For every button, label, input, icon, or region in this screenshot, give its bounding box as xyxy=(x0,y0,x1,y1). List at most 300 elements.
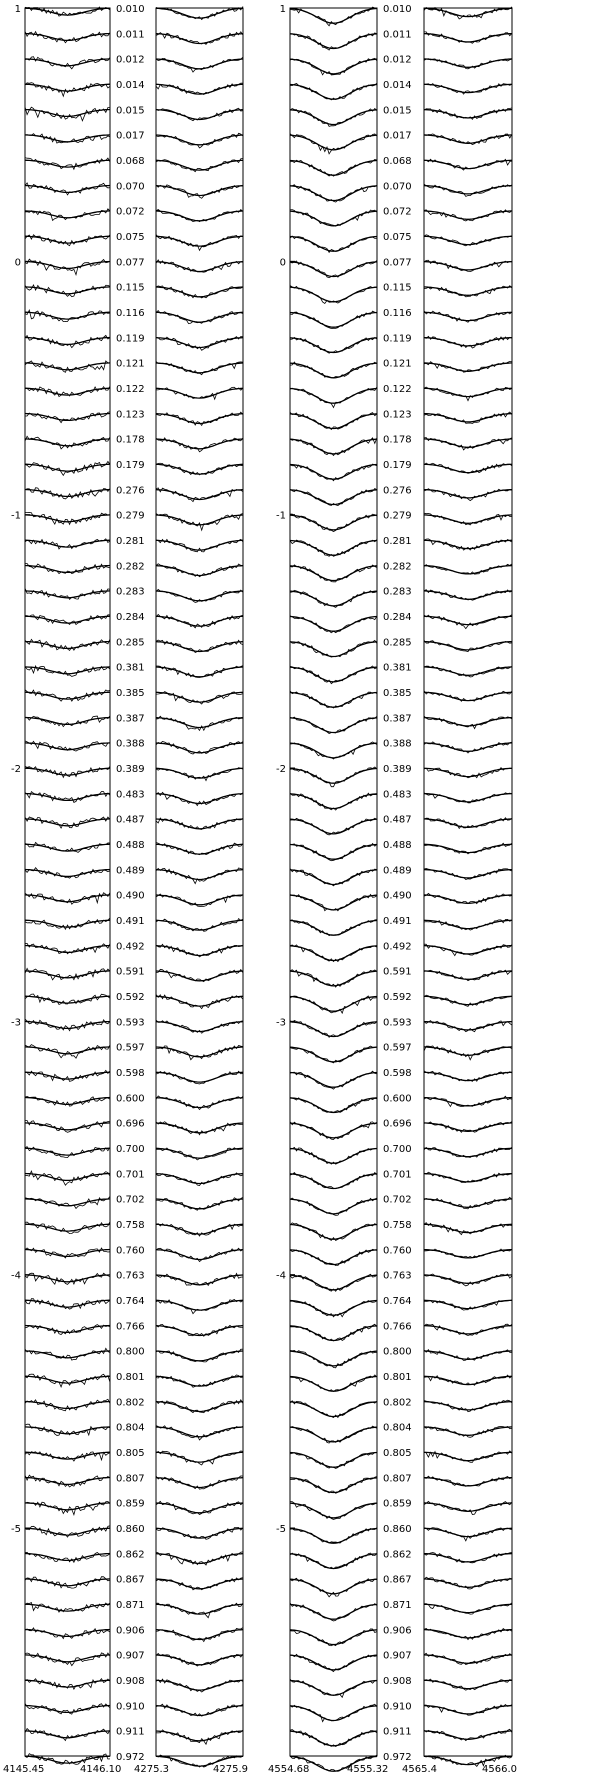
observed-profile xyxy=(25,1273,110,1284)
phase-label: 0.491 xyxy=(116,916,145,927)
model-profile xyxy=(424,414,512,422)
phase-label: 0.284 xyxy=(383,612,412,623)
phase-label: 0.490 xyxy=(383,890,412,902)
phase-label: 0.388 xyxy=(116,738,145,750)
phase-label: 0.766 xyxy=(116,1321,145,1333)
observed-profile xyxy=(424,235,512,246)
observed-profile xyxy=(290,1223,377,1241)
model-profile xyxy=(290,1681,377,1696)
model-profile xyxy=(424,262,512,270)
observed-profile xyxy=(424,564,512,574)
observed-profile xyxy=(156,843,243,855)
model-profile xyxy=(290,794,377,809)
model-profile xyxy=(424,1655,512,1663)
observed-profile xyxy=(290,1528,377,1544)
phase-label: 0.805 xyxy=(116,1448,145,1459)
y-tick-label: -3 xyxy=(276,1017,286,1029)
phase-label: 0.804 xyxy=(116,1422,145,1434)
phase-label: 0.702 xyxy=(116,1194,145,1206)
observed-profile xyxy=(290,793,377,810)
model-profile xyxy=(25,1300,110,1307)
panel-2 xyxy=(156,7,243,1778)
phase-label: 0.119 xyxy=(383,333,412,345)
observed-profile xyxy=(290,1704,377,1721)
phase-label: 0.593 xyxy=(116,1017,145,1029)
observed-profile xyxy=(25,235,110,246)
observed-profile xyxy=(156,1274,243,1286)
model-profile xyxy=(290,389,377,404)
panel-4 xyxy=(424,7,512,1778)
model-profile xyxy=(424,1098,512,1106)
model-profile xyxy=(290,870,377,885)
observed-profile xyxy=(290,1198,377,1215)
phase-label: 0.908 xyxy=(116,1676,145,1687)
phase-label: 0.764 xyxy=(116,1296,145,1307)
model-profile xyxy=(424,1427,512,1435)
model-profile xyxy=(25,1655,110,1662)
observed-profile xyxy=(156,133,243,148)
model-profile xyxy=(25,84,110,91)
model-profile xyxy=(25,160,110,167)
phase-label: 0.010 xyxy=(383,4,412,15)
observed-profile xyxy=(424,210,512,221)
phase-label: 0.598 xyxy=(116,1068,145,1079)
observed-profile xyxy=(290,134,377,154)
observed-profile xyxy=(424,1147,512,1158)
model-profile xyxy=(290,997,377,1012)
phase-label: 0.489 xyxy=(383,865,412,877)
model-profile xyxy=(290,971,377,986)
phase-label: 0.077 xyxy=(383,257,412,269)
phase-label: 0.487 xyxy=(116,814,145,826)
phase-label: 0.700 xyxy=(383,1144,412,1155)
observed-profile xyxy=(156,1046,243,1060)
observed-profile xyxy=(290,640,377,657)
observed-profile xyxy=(424,716,512,729)
phase-label: 0.763 xyxy=(116,1270,145,1282)
observed-profile xyxy=(25,335,110,347)
phase-label: 0.701 xyxy=(116,1169,145,1181)
model-profile xyxy=(290,1478,377,1493)
phase-label: 0.123 xyxy=(383,409,412,421)
phase-label: 0.801 xyxy=(383,1372,412,1383)
model-profile xyxy=(156,186,243,196)
phase-label: 0.592 xyxy=(116,992,145,1003)
observed-profile xyxy=(25,1299,110,1309)
model-profile xyxy=(25,1402,110,1409)
model-profile xyxy=(290,1326,377,1341)
observed-profile xyxy=(156,1578,243,1590)
phase-label: 0.116 xyxy=(116,308,145,319)
observed-profile xyxy=(424,615,512,629)
model-profile xyxy=(156,59,243,69)
model-profile xyxy=(290,743,377,758)
phase-label: 0.758 xyxy=(383,1220,412,1231)
model-profile xyxy=(156,566,243,576)
observed-profile xyxy=(25,766,110,777)
phase-label: 0.282 xyxy=(116,561,145,573)
model-profile xyxy=(290,313,377,328)
observed-profile xyxy=(25,615,110,625)
observed-profile xyxy=(424,1729,512,1740)
phase-label: 0.859 xyxy=(383,1498,412,1510)
observed-profile xyxy=(156,387,243,399)
phase-label: 0.072 xyxy=(383,206,412,218)
phase-label: 0.279 xyxy=(116,510,145,522)
phase-label: 0.871 xyxy=(116,1600,145,1611)
model-profile xyxy=(25,1123,110,1130)
observed-profile xyxy=(290,1147,377,1164)
observed-profile xyxy=(290,489,377,506)
observed-profile xyxy=(290,1046,377,1063)
phase-label: 0.862 xyxy=(116,1549,145,1561)
phase-label: 0.805 xyxy=(383,1448,412,1459)
observed-profile xyxy=(424,463,512,473)
phase-label: 0.593 xyxy=(383,1017,412,1029)
model-profile xyxy=(290,1377,377,1392)
observed-profile xyxy=(290,716,377,733)
model-profile xyxy=(290,439,377,454)
observed-profile xyxy=(290,286,377,304)
model-profile xyxy=(25,1706,110,1713)
observed-profile xyxy=(25,1171,110,1185)
observed-profile xyxy=(424,1071,512,1082)
phase-label: 0.075 xyxy=(383,232,412,243)
model-profile xyxy=(25,439,110,446)
phase-label: 0.014 xyxy=(383,80,412,91)
phase-label: 0.116 xyxy=(383,308,412,319)
observed-profile xyxy=(424,1122,512,1133)
model-profile xyxy=(290,338,377,353)
phase-label: 0.760 xyxy=(116,1245,145,1257)
model-profile xyxy=(25,1148,110,1155)
model-profile xyxy=(290,135,377,150)
observed-profile xyxy=(25,183,110,195)
phase-label: 0.591 xyxy=(116,966,145,978)
model-profile xyxy=(424,110,512,118)
phase-label: 0.389 xyxy=(383,764,412,775)
model-profile xyxy=(290,1098,377,1113)
observed-profile xyxy=(290,1401,377,1418)
phase-label: 0.491 xyxy=(383,916,412,927)
y-tick-label: -4 xyxy=(11,1270,21,1282)
phase-label: 0.070 xyxy=(116,181,145,193)
observed-profile xyxy=(424,590,512,601)
y-tick-label: -5 xyxy=(11,1524,21,1535)
phase-label: 0.276 xyxy=(116,485,145,497)
model-profile xyxy=(424,1731,512,1739)
phase-label: 0.178 xyxy=(116,434,145,446)
phase-label: 0.860 xyxy=(383,1524,412,1535)
phase-label: 0.011 xyxy=(116,29,145,41)
model-profile xyxy=(424,1630,512,1638)
phase-label: 0.017 xyxy=(116,130,145,142)
observed-profile xyxy=(424,361,512,372)
phase-label: 0.014 xyxy=(116,80,145,91)
phase-label: 0.489 xyxy=(116,865,145,877)
observed-profile xyxy=(424,1501,512,1514)
observed-profile xyxy=(290,159,377,176)
phase-label: 0.483 xyxy=(383,789,412,801)
observed-profile xyxy=(156,994,243,1008)
observed-profile xyxy=(25,57,110,69)
model-profile xyxy=(25,236,110,243)
observed-profile xyxy=(290,945,377,962)
model-profile xyxy=(290,895,377,910)
model-profile xyxy=(25,1528,110,1535)
model-profile xyxy=(424,718,512,726)
observed-profile xyxy=(156,1400,243,1413)
phase-label: 0.282 xyxy=(383,561,412,573)
phase-label: 0.281 xyxy=(116,536,145,547)
phase-label: 0.867 xyxy=(116,1574,145,1586)
model-profile xyxy=(290,34,377,49)
phase-label: 0.388 xyxy=(383,738,412,750)
observed-profile xyxy=(290,1603,377,1621)
panels-layer xyxy=(25,7,512,1778)
observed-profile xyxy=(25,1147,110,1158)
model-profile xyxy=(290,1022,377,1037)
observed-profile xyxy=(156,615,243,628)
model-profile xyxy=(156,1174,243,1184)
observed-profile xyxy=(25,462,110,476)
phase-label: 0.381 xyxy=(383,662,412,674)
observed-profile xyxy=(290,691,377,708)
observed-profile xyxy=(156,640,243,652)
phase-label: 0.758 xyxy=(116,1220,145,1231)
observed-profile xyxy=(424,159,512,170)
phase-label: 0.487 xyxy=(383,814,412,826)
x-min-label: 4565.4 xyxy=(402,1764,437,1775)
phase-label: 0.012 xyxy=(116,54,145,66)
observed-profile xyxy=(290,260,377,277)
model-profile xyxy=(156,895,243,905)
model-profile xyxy=(156,718,243,728)
model-profile xyxy=(290,1731,377,1746)
model-profile xyxy=(156,946,243,956)
phase-label: 0.907 xyxy=(116,1650,145,1662)
phase-label: 0.483 xyxy=(116,789,145,801)
model-profile xyxy=(424,515,512,523)
model-profile xyxy=(25,895,110,902)
phase-label: 0.115 xyxy=(116,282,145,294)
y-tick-label: -4 xyxy=(276,1270,286,1282)
model-profile xyxy=(25,1351,110,1358)
phase-label: 0.600 xyxy=(116,1093,145,1105)
observed-profile xyxy=(156,1349,243,1362)
phase-label: 0.075 xyxy=(116,232,145,243)
observed-profile xyxy=(156,1451,243,1465)
phase-label: 0.492 xyxy=(383,941,412,953)
observed-profile xyxy=(424,1476,512,1486)
phase-label: 0.385 xyxy=(116,688,145,699)
phase-label: 0.121 xyxy=(116,358,145,370)
x-max-label: 4555.32 xyxy=(347,1764,389,1775)
model-profile xyxy=(156,363,243,373)
observed-profile xyxy=(290,868,377,886)
phase-label: 0.598 xyxy=(383,1068,412,1079)
phase-label: 0.766 xyxy=(383,1321,412,1333)
observed-profile xyxy=(156,108,243,120)
panel-frame xyxy=(156,8,243,1756)
phase-label: 0.119 xyxy=(116,333,145,345)
phase-label: 0.862 xyxy=(383,1549,412,1561)
panel-frame xyxy=(290,8,377,1756)
model-profile xyxy=(156,464,243,474)
phase-label: 0.591 xyxy=(383,966,412,978)
model-profile xyxy=(156,1098,243,1108)
model-profile xyxy=(424,768,512,776)
observed-profile xyxy=(290,387,377,408)
y-tick-label: -1 xyxy=(11,510,21,522)
observed-profile xyxy=(156,666,243,678)
phase-label: 0.122 xyxy=(116,384,145,395)
phase-label: 0.015 xyxy=(383,105,412,117)
model-profile xyxy=(156,1478,243,1488)
observed-profile xyxy=(424,1172,512,1182)
observed-profile xyxy=(25,1729,110,1741)
phase-label: 0.910 xyxy=(116,1701,145,1713)
observed-profile xyxy=(290,83,377,100)
phase-label: 0.387 xyxy=(116,713,145,725)
y-tick-label: -5 xyxy=(276,1524,286,1535)
model-profile xyxy=(290,85,377,100)
phase-label: 0.867 xyxy=(383,1574,412,1586)
phase-label: 0.804 xyxy=(383,1422,412,1434)
phase-label: 0.801 xyxy=(116,1372,145,1383)
observed-profile xyxy=(25,259,110,275)
observed-profile xyxy=(25,1222,110,1234)
observed-profile xyxy=(156,1730,243,1744)
model-profile xyxy=(290,1174,377,1189)
observed-profile xyxy=(156,969,243,981)
model-profile xyxy=(156,1123,243,1133)
phase-label: 0.488 xyxy=(383,840,412,851)
phase-label: 0.121 xyxy=(383,358,412,370)
phase-label: 0.860 xyxy=(116,1524,145,1535)
observed-profile xyxy=(424,893,512,903)
model-profile xyxy=(156,1503,243,1513)
model-profile xyxy=(424,1554,512,1562)
phase-label: 0.115 xyxy=(383,282,412,294)
model-profile xyxy=(290,667,377,682)
model-profile xyxy=(290,617,377,632)
model-profile xyxy=(290,591,377,606)
phase-label: 0.068 xyxy=(116,156,145,167)
model-profile xyxy=(424,616,512,624)
phase-label: 0.281 xyxy=(383,536,412,547)
model-profile xyxy=(25,59,110,66)
observed-profile xyxy=(156,488,243,502)
phase-label: 0.907 xyxy=(383,1650,412,1662)
model-profile xyxy=(424,388,512,396)
phase-label: 0.276 xyxy=(383,485,412,497)
phase-label: 0.906 xyxy=(383,1625,412,1637)
observed-profile xyxy=(156,234,243,250)
model-profile xyxy=(424,59,512,67)
phase-label: 0.077 xyxy=(116,257,145,269)
model-profile xyxy=(156,439,243,449)
phase-label: 0.972 xyxy=(116,1752,145,1763)
observed-profile xyxy=(156,286,243,298)
phase-label: 0.283 xyxy=(116,586,145,598)
y-tick-label: 1 xyxy=(279,4,286,15)
phase-label: 0.972 xyxy=(383,1752,412,1763)
phase-label: 0.179 xyxy=(383,460,412,471)
model-profile xyxy=(424,794,512,802)
y-tick-label: -3 xyxy=(11,1017,21,1029)
observed-profile xyxy=(25,1374,110,1387)
observed-profile xyxy=(156,210,243,222)
phase-label: 0.906 xyxy=(116,1625,145,1637)
phase-label: 0.700 xyxy=(116,1144,145,1155)
observed-profile xyxy=(290,210,377,227)
model-profile xyxy=(25,186,110,193)
observed-profile xyxy=(424,1096,512,1106)
model-profile xyxy=(156,1072,243,1082)
observed-profile xyxy=(156,1704,243,1716)
model-profile xyxy=(424,844,512,852)
phase-label: 0.011 xyxy=(383,29,412,41)
phase-label: 0.488 xyxy=(116,840,145,851)
observed-profile xyxy=(156,1654,243,1667)
phase-label: 0.600 xyxy=(383,1093,412,1105)
model-profile xyxy=(290,1275,377,1290)
observed-profile xyxy=(290,1249,377,1265)
model-profile xyxy=(156,1452,243,1462)
x-min-label: 4275.3 xyxy=(134,1764,169,1775)
observed-profile xyxy=(156,1324,243,1336)
observed-profile xyxy=(424,1375,512,1385)
observed-profile xyxy=(25,209,110,221)
phase-label: 0.490 xyxy=(116,890,145,902)
model-profile xyxy=(156,1402,243,1412)
model-profile xyxy=(290,1402,377,1417)
model-profile xyxy=(290,642,377,657)
phase-label: 0.381 xyxy=(116,662,145,674)
model-profile xyxy=(156,1680,243,1690)
phase-label: 0.179 xyxy=(116,460,145,471)
model-profile xyxy=(424,1022,512,1030)
model-profile xyxy=(156,34,243,44)
panel-1 xyxy=(25,7,110,1778)
observed-profile xyxy=(290,185,377,202)
observed-profile xyxy=(156,463,243,475)
y-tick-label: -1 xyxy=(276,510,286,522)
observed-profile xyxy=(290,1122,377,1140)
observed-profile xyxy=(25,1653,110,1666)
model-profile xyxy=(290,237,377,252)
observed-profile xyxy=(290,1730,377,1747)
model-profile xyxy=(156,616,243,626)
phase-label: 0.800 xyxy=(116,1346,145,1358)
phase-label: 0.389 xyxy=(116,764,145,775)
observed-profile xyxy=(424,1553,512,1563)
y-tick-label: 1 xyxy=(14,4,21,15)
model-profile xyxy=(424,84,512,92)
model-profile xyxy=(290,262,377,277)
model-profile xyxy=(25,718,110,725)
observed-profile xyxy=(290,412,377,429)
phase-label: 0.285 xyxy=(116,637,145,649)
model-profile xyxy=(290,287,377,302)
observed-profile xyxy=(25,107,110,121)
phase-label: 0.178 xyxy=(383,434,412,446)
model-profile xyxy=(424,1452,512,1460)
model-profile xyxy=(25,591,110,598)
phase-label: 0.122 xyxy=(383,384,412,395)
observed-profile xyxy=(156,83,243,94)
